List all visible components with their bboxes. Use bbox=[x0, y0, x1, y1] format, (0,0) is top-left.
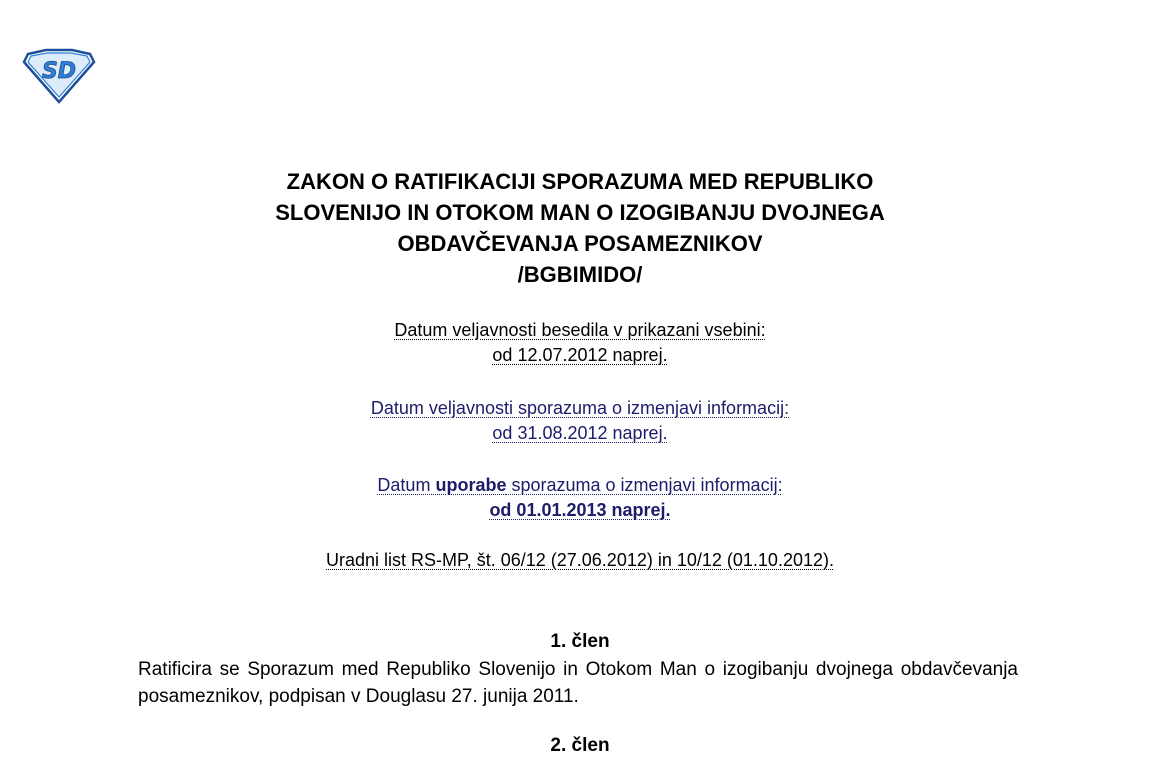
text-validity-label[interactable]: Datum veljavnosti besedila v prikazani vsebini: bbox=[394, 320, 766, 340]
agreement-validity-block bbox=[200, 396, 960, 446]
agreement-application-block bbox=[200, 473, 960, 523]
sd-shield-logo-icon bbox=[22, 48, 96, 104]
official-gazette-reference[interactable]: Uradni list RS-MP, št. 06/12 (27.06.2012) in 10/12 (01.10.2012). bbox=[326, 550, 834, 570]
title-line: OBDAVČEVANJA POSAMEZNIKOV bbox=[397, 231, 763, 256]
agreement-application-date[interactable]: od 01.01.2013 naprej. bbox=[489, 500, 671, 520]
title-line: SLOVENIJO IN OTOKOM MAN O IZOGIBANJU DVOJNEGA bbox=[275, 200, 885, 225]
agreement-application-label[interactable] bbox=[377, 475, 782, 495]
agreement-validity-label[interactable]: Datum veljavnosti sporazuma o izmenjavi informacij: bbox=[370, 398, 790, 418]
article-1-heading: 1. člen bbox=[550, 631, 610, 652]
label-prefix: Datum bbox=[377, 475, 436, 495]
article-1-text: Ratificira se Sporazum med Republiko Slovenijo in Otokom Man o izogibanju dvojnega obdavčevanja posameznikov, podpisan v Douglasu 27. junija 2011. bbox=[138, 659, 1018, 707]
title-line: ZAKON O RATIFIKACIJI SPORAZUMA MED REPUBLIKO bbox=[286, 169, 874, 194]
document-title bbox=[150, 166, 1010, 290]
text-validity-block bbox=[200, 318, 960, 368]
official-gazette-block bbox=[200, 548, 960, 573]
logo-lettering: SD bbox=[41, 59, 77, 84]
agreement-validity-date[interactable]: od 31.08.2012 naprej. bbox=[492, 423, 668, 443]
article-2-heading: 2. člen bbox=[550, 735, 610, 756]
label-suffix: sporazuma o izmenjavi informacij: bbox=[506, 475, 783, 495]
label-emphasis: uporabe bbox=[435, 475, 507, 495]
title-abbreviation: /BGBIMIDO/ bbox=[517, 262, 643, 287]
text-validity-date[interactable]: od 12.07.2012 naprej. bbox=[492, 345, 668, 365]
